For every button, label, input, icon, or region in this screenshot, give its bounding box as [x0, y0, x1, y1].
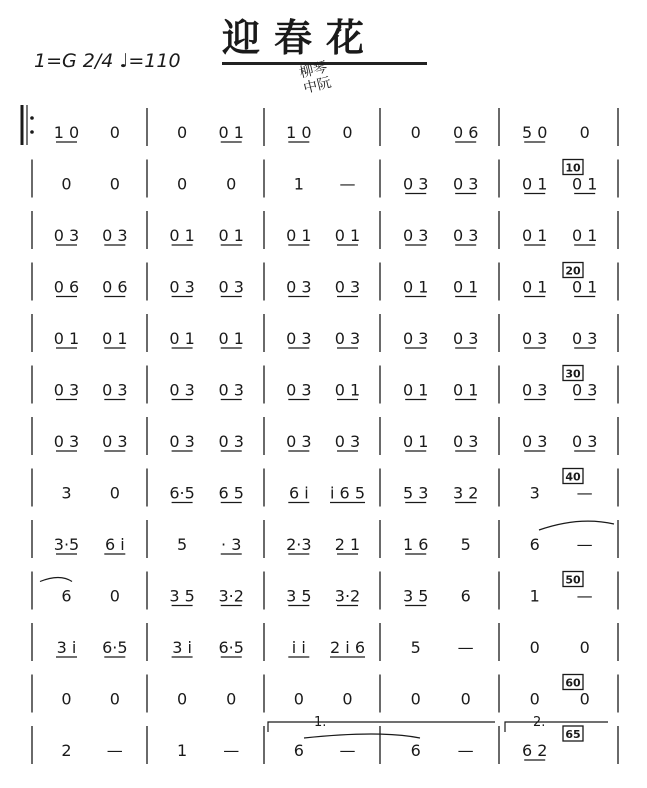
note-beat: 1 0	[286, 123, 312, 142]
note-beat: 2 i 6	[330, 638, 366, 657]
note-beat: 0 3	[334, 329, 361, 348]
note-beat: 0 3	[218, 277, 244, 297]
note-beat: 0 1	[571, 277, 598, 297]
note-beat: 6	[293, 741, 304, 760]
note-beat: i i	[291, 638, 306, 657]
note-beat: 0	[177, 123, 188, 142]
note-beat: 1 0	[53, 123, 80, 142]
note-beat: 0 3	[286, 432, 312, 451]
volta-label: 1.	[314, 715, 327, 730]
note-beat: 0 3	[169, 432, 195, 451]
note-beat: —	[106, 741, 123, 760]
note-beat: 0 1	[286, 226, 312, 245]
note-beat: 0	[410, 689, 421, 709]
note-beat: 0 3	[521, 432, 548, 451]
rehearsal-mark-number: 40	[565, 470, 581, 484]
note-beat: 0 1	[452, 277, 479, 297]
note-beat: 6	[529, 535, 540, 554]
note-beat: —	[223, 741, 240, 760]
note-beat: 0 3	[53, 432, 80, 451]
note-beat: 0 6	[53, 277, 80, 297]
note-beat: 0 3	[102, 226, 128, 245]
note-beat: 0 1	[452, 380, 479, 400]
note-beat: 0 3	[169, 380, 195, 400]
note-beat: 3·2	[334, 586, 361, 606]
note-beat: 6	[410, 741, 421, 760]
note-beat: 0 3	[286, 380, 312, 400]
repeat-dot	[30, 116, 34, 120]
note-beat: 0 1	[334, 226, 361, 245]
note-beat: 0 3	[218, 432, 244, 451]
key-tempo-marking: 1=G 2/4 ♩=110	[34, 50, 181, 72]
note-beat: 0	[342, 689, 353, 709]
note-beat: 0 1	[169, 226, 195, 245]
note-beat: —	[576, 483, 593, 503]
note-beat: 0	[177, 689, 188, 709]
note-beat: 3 i	[56, 638, 77, 657]
slur	[40, 578, 72, 582]
note-beat: 0 3	[521, 380, 548, 400]
note-beat: 0	[61, 689, 72, 709]
note-beat: 0 3	[452, 174, 479, 194]
song-title: 迎春花	[222, 15, 379, 60]
note-beat: 0	[529, 638, 540, 657]
note-beat: 0	[109, 123, 120, 142]
note-beat: 0	[109, 689, 120, 709]
note-beat: 0 3	[218, 380, 244, 400]
volta-bracket	[505, 722, 608, 732]
note-beat: 0 3	[571, 329, 598, 348]
note-beat: 0 1	[169, 329, 195, 348]
note-beat: 3·2	[218, 586, 244, 606]
note-beat: 0	[579, 123, 590, 142]
note-beat: 6 5	[218, 483, 244, 503]
note-beat: 6 i	[104, 535, 125, 554]
note-beat: 0	[109, 174, 120, 194]
note-beat: 0 3	[169, 277, 195, 297]
note-beat: 0 3	[402, 226, 429, 245]
note-beat: 3 2	[452, 483, 479, 503]
note-beat: 2 1	[334, 535, 361, 554]
note-beat: 2·3	[286, 535, 312, 554]
note-beat: 3 5	[402, 586, 429, 606]
note-beat: 0 3	[521, 329, 548, 348]
note-beat: 0 3	[53, 380, 80, 400]
note-beat: 0 3	[286, 329, 312, 348]
note-beat: 6·5	[218, 638, 244, 657]
note-beat: 3	[61, 483, 72, 503]
note-beat: 0	[226, 689, 237, 709]
note-beat: 0 1	[218, 226, 244, 245]
note-beat: 3 5	[169, 586, 195, 606]
tie	[304, 734, 420, 738]
note-beat: 0 3	[571, 380, 598, 400]
note-beat: 3 5	[286, 586, 312, 606]
note-beat: 0 6	[102, 277, 128, 297]
note-beat: 6·5	[102, 638, 128, 657]
note-beat: 0 3	[102, 380, 128, 400]
note-beat: 0 3	[571, 432, 598, 451]
note-beat: 6·5	[169, 483, 195, 503]
note-beat: 0 1	[571, 174, 598, 194]
note-beat: 0 3	[452, 432, 479, 451]
note-beat: 0 1	[218, 123, 244, 142]
note-beat: —	[457, 638, 474, 657]
note-beat: 5 3	[402, 483, 429, 503]
note-beat: 0	[579, 638, 590, 657]
note-beat: 0 1	[53, 329, 80, 348]
rehearsal-mark-number: 65	[565, 728, 581, 741]
note-beat: 0	[410, 123, 421, 142]
note-beat: —	[457, 741, 474, 760]
note-beat: 0 1	[102, 329, 128, 348]
note-beat: 0 3	[334, 277, 361, 297]
note-beat: 1	[293, 174, 304, 194]
note-beat: 0	[342, 123, 353, 142]
note-beat: 0 3	[452, 226, 479, 245]
note-beat: 0 1	[218, 329, 244, 348]
note-beat: 1 6	[402, 535, 429, 554]
note-beat: 3 i	[172, 638, 192, 657]
note-beat: 3·5	[53, 535, 80, 554]
note-beat: 0 1	[571, 226, 598, 245]
note-beat: 6	[61, 586, 72, 606]
note-beat: 0 3	[286, 277, 312, 297]
note-beat: 1	[177, 741, 188, 760]
note-beat: 6 i	[288, 483, 309, 503]
note-beat: 0 3	[452, 329, 479, 348]
note-beat: 6	[460, 586, 471, 606]
note-beat: —	[339, 741, 356, 760]
note-beat: 0 3	[102, 432, 128, 451]
note-beat: 1	[529, 586, 540, 606]
volta-bracket	[268, 722, 495, 732]
note-beat: 5	[177, 535, 188, 554]
note-beat: —	[576, 535, 593, 554]
note-beat: 6 2	[521, 741, 548, 760]
note-beat: 0 1	[402, 380, 429, 400]
note-beat: 0 3	[402, 329, 429, 348]
instrument-label: 柳琴 中阮	[298, 59, 333, 98]
rehearsal-mark-number: 60	[565, 676, 581, 690]
note-beat: 5	[410, 638, 421, 657]
rehearsal-mark-number: 50	[565, 573, 581, 587]
note-beat: —	[576, 586, 593, 606]
note-beat: 0 3	[402, 174, 429, 194]
note-beat: 0	[529, 689, 540, 709]
rehearsal-mark-number: 10	[565, 161, 581, 175]
note-beat: 0	[109, 586, 120, 606]
note-beat: 0	[226, 174, 237, 194]
note-beat: 0 6	[452, 123, 479, 142]
slur	[539, 521, 614, 530]
note-beat: 0	[293, 689, 304, 709]
note-beat: i 6 5	[330, 483, 366, 503]
note-beat: 0	[460, 689, 471, 709]
note-beat: 2	[61, 741, 72, 760]
note-beat: 0 1	[521, 277, 548, 297]
note-beat: 0 1	[402, 277, 429, 297]
volta-label: 2.	[533, 715, 546, 730]
note-beat: 0	[579, 689, 590, 709]
note-beat: 0 1	[521, 226, 548, 245]
note-beat: 0 1	[521, 174, 548, 194]
note-beat: 0 1	[402, 432, 429, 451]
note-beat: 0	[109, 483, 120, 503]
note-beat: 0	[177, 174, 188, 194]
note-beat: 5	[460, 535, 471, 554]
note-beat: 0 3	[53, 226, 80, 245]
note-beat: 5 0	[521, 123, 548, 142]
note-beat: 0	[61, 174, 72, 194]
note-beat: —	[339, 174, 356, 194]
rehearsal-mark-number: 20	[565, 264, 581, 278]
rehearsal-mark-number: 30	[565, 367, 581, 381]
repeat-dot	[30, 130, 34, 134]
note-beat: 0 1	[334, 380, 361, 400]
note-beat: · 3	[221, 535, 242, 554]
note-beat: 0 3	[334, 432, 361, 451]
note-beat: 3	[529, 483, 540, 503]
